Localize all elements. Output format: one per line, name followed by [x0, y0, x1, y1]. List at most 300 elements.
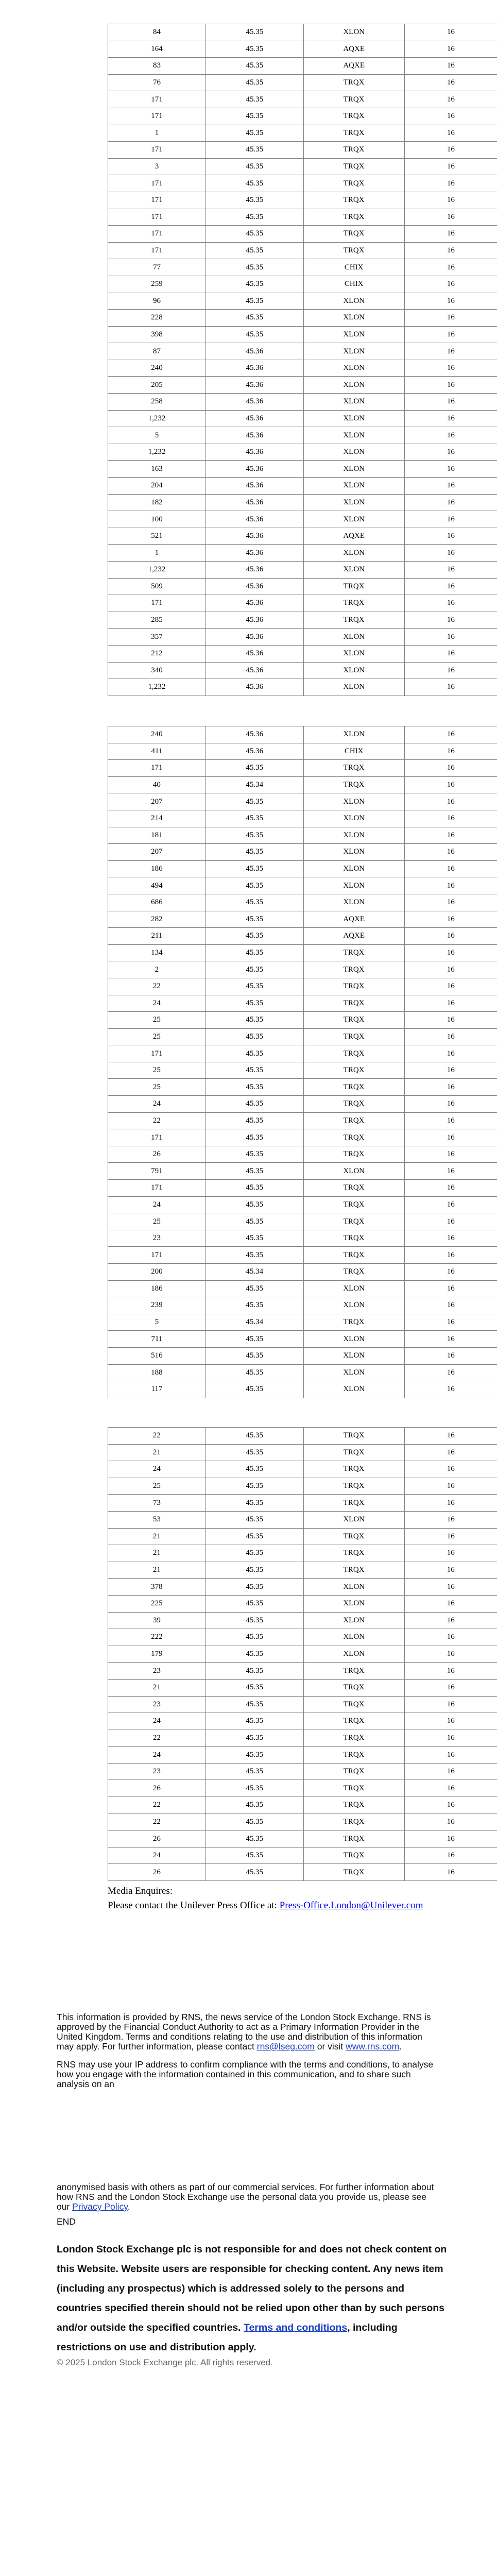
trade-volume-cell: 117 [108, 1381, 206, 1398]
rns-privacy-text: anonymised basis with others as part of our commercial services. For further information about how RNS and the London Stock Exchange use the personal data you provide us, please see our [57, 2182, 434, 2212]
trade-venue-cell: XLON [303, 1364, 404, 1381]
trade-venue-cell: TRQX [303, 1112, 404, 1129]
trade-volume-cell: 171 [108, 209, 206, 226]
trade-price-cell: 45.35 [205, 944, 303, 961]
trade-time-cell: 16 [404, 1780, 497, 1797]
trade-price-cell: 45.35 [205, 1381, 303, 1398]
trade-venue-cell: TRQX [303, 978, 404, 995]
trade-venue-cell: AQXE [303, 41, 404, 58]
trade-time-cell: 16 [404, 1163, 497, 1180]
trade-time-cell: 16 [404, 1381, 497, 1398]
rns-email-link[interactable]: rns@lseg.com [256, 2041, 315, 2052]
terms-and-conditions-link[interactable]: Terms and conditions [243, 2322, 348, 2333]
disclaimer-text-end: , including restrictions on use and distribution apply. [57, 2322, 398, 2353]
trade-venue-cell: XLON [303, 1381, 404, 1398]
trade-venue-cell: TRQX [303, 1495, 404, 1512]
trade-price-cell: 45.35 [205, 894, 303, 911]
trade-venue-cell: TRQX [303, 1129, 404, 1146]
trade-venue-cell: TRQX [303, 1763, 404, 1780]
trade-price-cell: 45.35 [205, 1180, 303, 1197]
trade-venue-cell: XLON [303, 679, 404, 696]
trade-price-cell: 45.35 [205, 74, 303, 91]
trade-time-cell: 16 [404, 158, 497, 175]
trade-venue-cell: TRQX [303, 578, 404, 595]
trade-price-cell: 45.35 [205, 24, 303, 41]
trade-price-cell: 45.36 [205, 679, 303, 696]
trade-time-cell: 16 [404, 1696, 497, 1713]
trade-price-cell: 45.36 [205, 444, 303, 461]
trade-venue-cell: TRQX [303, 1146, 404, 1163]
trade-price-cell: 45.35 [205, 978, 303, 995]
table-row [108, 995, 497, 1012]
trade-venue-cell: TRQX [303, 175, 404, 192]
trade-price-cell: 45.35 [205, 1079, 303, 1096]
trade-venue-cell: TRQX [303, 1780, 404, 1797]
trade-price-cell: 45.36 [205, 494, 303, 511]
trade-time-cell: 16 [404, 1347, 497, 1364]
trade-volume-cell: 26 [108, 1780, 206, 1797]
trade-venue-cell: TRQX [303, 1012, 404, 1029]
table-row [108, 1511, 497, 1528]
trade-time-cell: 16 [404, 1364, 497, 1381]
trade-price-cell: 45.35 [205, 192, 303, 209]
trade-volume-cell: 340 [108, 662, 206, 679]
table-row [108, 1847, 497, 1864]
trade-venue-cell: TRQX [303, 74, 404, 91]
trade-volume-cell: 398 [108, 326, 206, 343]
trade-price-cell: 45.35 [205, 108, 303, 125]
trade-price-cell: 45.35 [205, 760, 303, 777]
trade-venue-cell: XLON [303, 1297, 404, 1314]
trade-volume-cell: 23 [108, 1696, 206, 1713]
trade-venue-cell: TRQX [303, 158, 404, 175]
trade-price-cell: 45.35 [205, 1444, 303, 1461]
trade-time-cell: 16 [404, 108, 497, 125]
trade-price-cell: 45.36 [205, 461, 303, 478]
trade-volume-cell: 207 [108, 793, 206, 810]
trade-volume-cell: 521 [108, 528, 206, 545]
trade-time-cell: 16 [404, 629, 497, 646]
table-row [108, 545, 497, 562]
trade-venue-cell: TRQX [303, 961, 404, 978]
trades-table-body [108, 726, 497, 1398]
trade-time-cell: 16 [404, 343, 497, 360]
trade-price-cell: 45.35 [205, 1696, 303, 1713]
table-row [108, 1797, 497, 1814]
trade-venue-cell: TRQX [303, 1062, 404, 1079]
trade-venue-cell: XLON [303, 343, 404, 360]
trade-volume-cell: 40 [108, 776, 206, 793]
trade-volume-cell: 21 [108, 1444, 206, 1461]
trade-venue-cell: CHIX [303, 259, 404, 276]
trade-venue-cell: TRQX [303, 1247, 404, 1264]
trade-time-cell: 16 [404, 978, 497, 995]
trade-venue-cell: TRQX [303, 226, 404, 243]
trade-venue-cell: XLON [303, 1579, 404, 1596]
trade-venue-cell: XLON [303, 1612, 404, 1629]
trade-time-cell: 16 [404, 1247, 497, 1264]
trade-venue-cell: XLON [303, 461, 404, 478]
trade-volume-cell: 171 [108, 175, 206, 192]
table-row [108, 24, 497, 41]
trade-volume-cell: 171 [108, 192, 206, 209]
trade-time-cell: 16 [404, 1146, 497, 1163]
table-row [108, 1831, 497, 1848]
table-row [108, 1461, 497, 1478]
privacy-policy-link[interactable]: Privacy Policy [72, 2201, 128, 2212]
trade-price-cell: 45.36 [205, 595, 303, 612]
trade-time-cell: 16 [404, 175, 497, 192]
trade-price-cell: 45.36 [205, 612, 303, 629]
trade-venue-cell: TRQX [303, 1096, 404, 1113]
trade-time-cell: 16 [404, 1864, 497, 1881]
trade-volume-cell: 83 [108, 58, 206, 75]
trade-price-cell: 45.35 [205, 1163, 303, 1180]
trade-volume-cell: 240 [108, 360, 206, 377]
trade-volume-cell: 21 [108, 1679, 206, 1696]
table-row [108, 928, 497, 945]
trades-table-body [108, 1428, 497, 1881]
trade-time-cell: 16 [404, 944, 497, 961]
rns-info-mid: or visit [314, 2041, 346, 2052]
trade-volume-cell: 509 [108, 578, 206, 595]
trade-price-cell: 45.36 [205, 726, 303, 743]
trade-time-cell: 16 [404, 1264, 497, 1281]
table-row [108, 629, 497, 646]
trade-venue-cell: TRQX [303, 1528, 404, 1545]
trade-price-cell: 45.35 [205, 1545, 303, 1562]
trade-venue-cell: TRQX [303, 1696, 404, 1713]
trade-volume-cell: 1,232 [108, 562, 206, 579]
trade-time-cell: 16 [404, 427, 497, 444]
table-row [108, 1062, 497, 1079]
trades-table-body [108, 24, 497, 696]
trade-time-cell: 16 [404, 226, 497, 243]
trade-time-cell: 16 [404, 1747, 497, 1764]
trade-venue-cell: TRQX [303, 1213, 404, 1230]
trade-venue-cell: TRQX [303, 612, 404, 629]
trade-price-cell: 45.36 [205, 343, 303, 360]
trade-time-cell: 16 [404, 578, 497, 595]
trade-volume-cell: 22 [108, 1428, 206, 1445]
trade-venue-cell: TRQX [303, 1663, 404, 1680]
trade-venue-cell: TRQX [303, 760, 404, 777]
trade-time-cell: 16 [404, 995, 497, 1012]
trade-venue-cell: XLON [303, 645, 404, 662]
table-row [108, 1629, 497, 1646]
table-row [108, 1347, 497, 1364]
trade-price-cell: 45.35 [205, 1461, 303, 1478]
table-row [108, 562, 497, 579]
trade-price-cell: 45.35 [205, 1196, 303, 1213]
trade-venue-cell: TRQX [303, 1196, 404, 1213]
trade-volume-cell: 171 [108, 1045, 206, 1062]
trade-price-cell: 45.36 [205, 645, 303, 662]
table-row [108, 209, 497, 226]
table-row [108, 793, 497, 810]
trade-venue-cell: XLON [303, 1595, 404, 1612]
table-row [108, 108, 497, 125]
trade-volume-cell: 186 [108, 860, 206, 877]
table-row [108, 1230, 497, 1247]
trade-time-cell: 16 [404, 743, 497, 760]
trade-volume-cell: 171 [108, 226, 206, 243]
trade-time-cell: 16 [404, 1730, 497, 1747]
trade-venue-cell: TRQX [303, 1180, 404, 1197]
trade-volume-cell: 5 [108, 427, 206, 444]
table-row [108, 1331, 497, 1348]
trade-volume-cell: 204 [108, 478, 206, 495]
trade-time-cell: 16 [404, 961, 497, 978]
trade-volume-cell: 1,232 [108, 444, 206, 461]
trade-price-cell: 45.36 [205, 511, 303, 528]
trade-price-cell: 45.35 [205, 276, 303, 293]
trade-volume-cell: 200 [108, 1264, 206, 1281]
table-row [108, 1297, 497, 1314]
table-row [108, 125, 497, 142]
table-row [108, 1864, 497, 1881]
trade-volume-cell: 22 [108, 1797, 206, 1814]
trade-venue-cell: XLON [303, 293, 404, 310]
trade-volume-cell: 26 [108, 1146, 206, 1163]
trade-price-cell: 45.35 [205, 810, 303, 827]
table-row [108, 360, 497, 377]
table-row [108, 911, 497, 928]
trade-time-cell: 16 [404, 662, 497, 679]
trade-price-cell: 45.35 [205, 1511, 303, 1528]
trade-volume-cell: 282 [108, 911, 206, 928]
media-contact-line [108, 1899, 423, 1913]
trade-price-cell: 45.36 [205, 478, 303, 495]
trade-time-cell: 16 [404, 1495, 497, 1512]
trade-volume-cell: 1 [108, 545, 206, 562]
trade-volume-cell: 24 [108, 1096, 206, 1113]
trade-venue-cell: TRQX [303, 1562, 404, 1579]
trade-price-cell: 45.35 [205, 226, 303, 243]
trade-time-cell: 16 [404, 1331, 497, 1348]
trade-volume-cell: 171 [108, 142, 206, 159]
trade-time-cell: 16 [404, 91, 497, 108]
trade-volume-cell: 228 [108, 310, 206, 327]
trade-volume-cell: 23 [108, 1230, 206, 1247]
rns-ip-paragraph: RNS may use your IP address to confirm compliance with the terms and conditions, to analyse how you engage with the information contained in this communication, and to share such analysis on an [57, 2059, 434, 2089]
trade-price-cell: 45.35 [205, 961, 303, 978]
trade-venue-cell: TRQX [303, 1814, 404, 1831]
trade-price-cell: 45.35 [205, 209, 303, 226]
trade-price-cell: 45.35 [205, 928, 303, 945]
trade-volume-cell: 24 [108, 1713, 206, 1730]
media-title: Media Enquires: [108, 1886, 173, 1896]
table-row [108, 1612, 497, 1629]
table-row [108, 74, 497, 91]
table-row [108, 978, 497, 995]
trade-price-cell: 45.35 [205, 1062, 303, 1079]
trade-price-cell: 45.35 [205, 1146, 303, 1163]
trade-price-cell: 45.35 [205, 1280, 303, 1297]
trade-time-cell: 16 [404, 1612, 497, 1629]
press-office-email-link[interactable]: Press-Office.London@Unilever.com [279, 1900, 423, 1911]
trade-venue-cell: XLON [303, 793, 404, 810]
trade-venue-cell: AQXE [303, 528, 404, 545]
trades-table-1 [108, 24, 497, 696]
trade-venue-cell: TRQX [303, 1478, 404, 1495]
trade-time-cell: 16 [404, 827, 497, 844]
trade-price-cell: 45.35 [205, 1663, 303, 1680]
trade-volume-cell: 378 [108, 1579, 206, 1596]
trade-price-cell: 45.35 [205, 125, 303, 142]
trade-price-cell: 45.35 [205, 310, 303, 327]
trade-price-cell: 45.35 [205, 1230, 303, 1247]
trade-venue-cell: XLON [303, 427, 404, 444]
trade-time-cell: 16 [404, 1579, 497, 1596]
trade-volume-cell: 225 [108, 1595, 206, 1612]
trade-volume-cell: 3 [108, 158, 206, 175]
trade-price-cell: 45.35 [205, 995, 303, 1012]
trade-price-cell: 45.36 [205, 662, 303, 679]
trade-volume-cell: 39 [108, 1612, 206, 1629]
table-row [108, 1495, 497, 1512]
trade-time-cell: 16 [404, 1129, 497, 1146]
trade-time-cell: 16 [404, 1629, 497, 1646]
trade-venue-cell: XLON [303, 629, 404, 646]
trade-volume-cell: 24 [108, 1847, 206, 1864]
trade-time-cell: 16 [404, 444, 497, 461]
table-row [108, 310, 497, 327]
trade-volume-cell: 1,232 [108, 410, 206, 427]
trade-price-cell: 45.35 [205, 827, 303, 844]
trade-volume-cell: 76 [108, 74, 206, 91]
table-row [108, 1646, 497, 1663]
trade-volume-cell: 711 [108, 1331, 206, 1348]
trade-venue-cell: TRQX [303, 595, 404, 612]
table-row [108, 894, 497, 911]
rns-privacy-end: . [127, 2201, 130, 2212]
trade-venue-cell: XLON [303, 1511, 404, 1528]
trade-price-cell: 45.36 [205, 545, 303, 562]
trade-time-cell: 16 [404, 1314, 497, 1331]
trade-price-cell: 45.35 [205, 1763, 303, 1780]
trade-venue-cell: TRQX [303, 1847, 404, 1864]
table-row [108, 91, 497, 108]
table-row [108, 226, 497, 243]
trade-time-cell: 16 [404, 1213, 497, 1230]
rns-website-link[interactable]: www.rns.com [346, 2041, 400, 2052]
table-row [108, 726, 497, 743]
trade-time-cell: 16 [404, 1763, 497, 1780]
trade-volume-cell: 171 [108, 1129, 206, 1146]
trade-volume-cell: 87 [108, 343, 206, 360]
trade-venue-cell: TRQX [303, 125, 404, 142]
trade-venue-cell: TRQX [303, 1797, 404, 1814]
trade-volume-cell: 2 [108, 961, 206, 978]
table-row [108, 662, 497, 679]
table-row [108, 1763, 497, 1780]
copyright: © 2025 London Stock Exchange plc. All rights reserved. [57, 2358, 273, 2367]
table-row [108, 528, 497, 545]
trade-volume-cell: 25 [108, 1478, 206, 1495]
trade-volume-cell: 171 [108, 91, 206, 108]
table-row [108, 394, 497, 411]
trade-volume-cell: 239 [108, 1297, 206, 1314]
table-row [108, 1730, 497, 1747]
table-row [108, 1381, 497, 1398]
table-row [108, 427, 497, 444]
trade-volume-cell: 96 [108, 293, 206, 310]
rns-info-text: This information is provided by RNS, the news service of the London Stock Exchange. RNS is approved by the Financial Conduct Authority to act as a Primary Information Provider in the United Kingdom. Terms and conditions relating to the use and distribution of this information may apply. For further information, please contact [57, 2012, 431, 2052]
trade-venue-cell: XLON [303, 444, 404, 461]
trade-time-cell: 16 [404, 1444, 497, 1461]
table-row [108, 1478, 497, 1495]
table-row [108, 944, 497, 961]
table-row [108, 1679, 497, 1696]
table-row [108, 142, 497, 159]
trade-time-cell: 16 [404, 494, 497, 511]
trade-venue-cell: XLON [303, 494, 404, 511]
trade-venue-cell: XLON [303, 394, 404, 411]
media-enquiries [108, 1884, 423, 1913]
trade-venue-cell: TRQX [303, 192, 404, 209]
table-row [108, 961, 497, 978]
table-row [108, 776, 497, 793]
trade-time-cell: 16 [404, 209, 497, 226]
trade-volume-cell: 494 [108, 877, 206, 894]
trade-venue-cell: TRQX [303, 108, 404, 125]
trade-venue-cell: XLON [303, 1629, 404, 1646]
trade-price-cell: 45.35 [205, 142, 303, 159]
trade-price-cell: 45.35 [205, 1562, 303, 1579]
trade-venue-cell: XLON [303, 1163, 404, 1180]
trade-time-cell: 16 [404, 1511, 497, 1528]
table-row [108, 578, 497, 595]
trade-venue-cell: XLON [303, 511, 404, 528]
trade-volume-cell: 5 [108, 1314, 206, 1331]
table-row [108, 1579, 497, 1596]
table-row [108, 877, 497, 894]
trade-time-cell: 16 [404, 1814, 497, 1831]
trade-time-cell: 16 [404, 1663, 497, 1680]
table-row [108, 1129, 497, 1146]
trade-volume-cell: 188 [108, 1364, 206, 1381]
trade-time-cell: 16 [404, 125, 497, 142]
trade-time-cell: 16 [404, 1297, 497, 1314]
trade-volume-cell: 25 [108, 1213, 206, 1230]
trade-volume-cell: 21 [108, 1545, 206, 1562]
trade-venue-cell: XLON [303, 860, 404, 877]
table-row [108, 494, 497, 511]
trade-volume-cell: 171 [108, 760, 206, 777]
trade-price-cell: 45.35 [205, 1297, 303, 1314]
trade-venue-cell: TRQX [303, 209, 404, 226]
trade-time-cell: 16 [404, 1012, 497, 1029]
trade-price-cell: 45.36 [205, 528, 303, 545]
trade-venue-cell: XLON [303, 1331, 404, 1348]
trade-time-cell: 16 [404, 58, 497, 75]
trade-volume-cell: 357 [108, 629, 206, 646]
trade-volume-cell: 285 [108, 612, 206, 629]
trade-volume-cell: 186 [108, 1280, 206, 1297]
trade-price-cell: 45.35 [205, 1814, 303, 1831]
trade-volume-cell: 163 [108, 461, 206, 478]
trade-time-cell: 16 [404, 928, 497, 945]
trade-time-cell: 16 [404, 1595, 497, 1612]
trade-volume-cell: 214 [108, 810, 206, 827]
trade-time-cell: 16 [404, 860, 497, 877]
trade-time-cell: 16 [404, 1028, 497, 1045]
trade-venue-cell: TRQX [303, 776, 404, 793]
trade-price-cell: 45.35 [205, 259, 303, 276]
trade-time-cell: 16 [404, 326, 497, 343]
trade-price-cell: 45.36 [205, 427, 303, 444]
